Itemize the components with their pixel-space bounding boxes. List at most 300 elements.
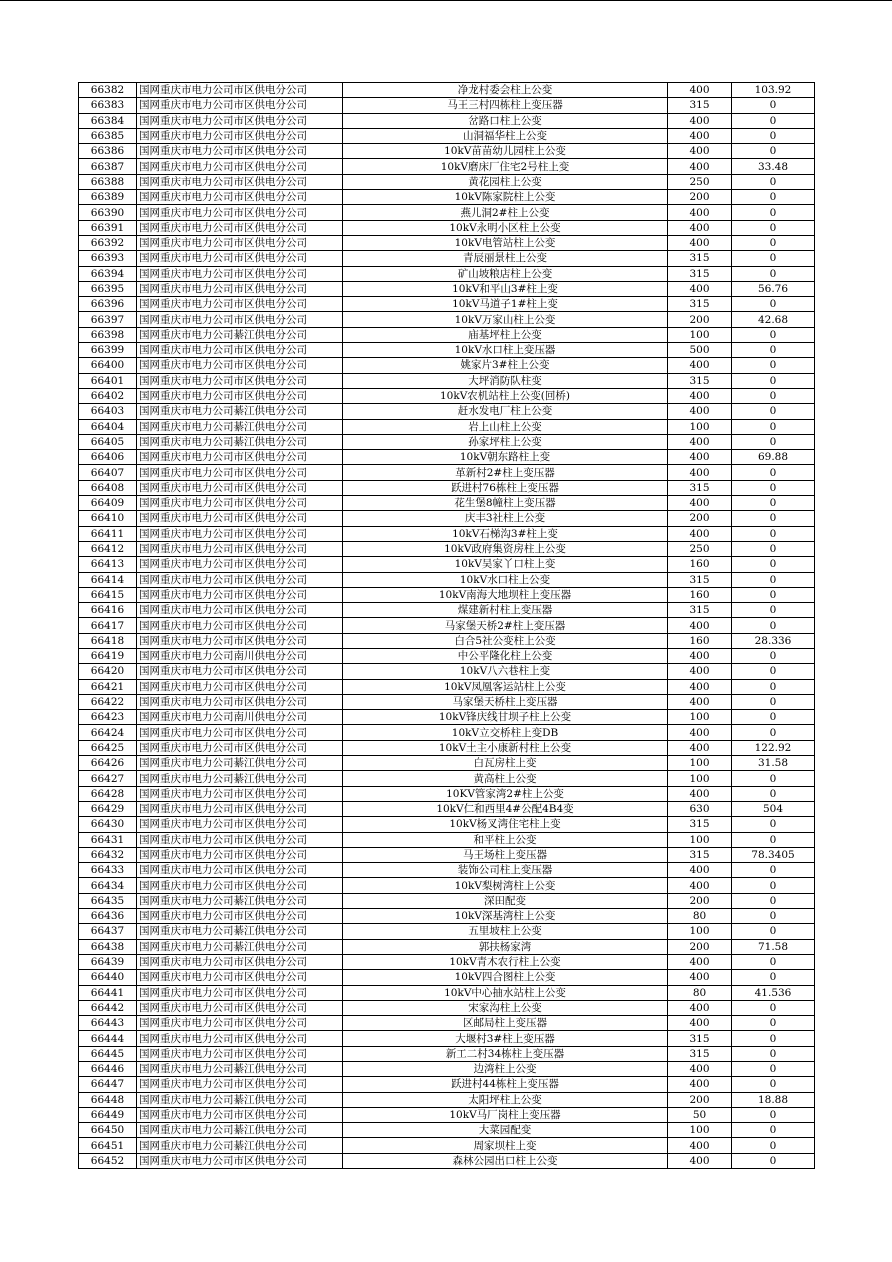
unit-cell: 国网重庆市电力公司綦江供电分公司 (137, 1062, 343, 1077)
value-cell: 0 (732, 970, 815, 985)
table-row (79, 801, 815, 816)
name-cell: 森林公园出口柱上公变 (343, 1153, 668, 1168)
capacity-cell: 400 (668, 450, 732, 465)
value-cell: 0 (732, 128, 815, 143)
value-cell: 0 (732, 144, 815, 159)
id-cell: 66436 (79, 909, 137, 924)
table-row (79, 970, 815, 985)
value-cell: 0 (732, 1000, 815, 1015)
unit-cell: 国网重庆市电力公司市区供电分公司 (137, 1077, 343, 1092)
id-cell: 66395 (79, 281, 137, 296)
capacity-cell: 400 (668, 465, 732, 480)
unit-cell: 国网重庆市电力公司市区供电分公司 (137, 98, 343, 113)
table-row (79, 694, 815, 709)
table-row (79, 113, 815, 128)
name-cell: 新工二村34栋柱上变压器 (343, 1046, 668, 1061)
value-cell: 103.92 (732, 83, 815, 98)
id-cell: 66432 (79, 847, 137, 862)
value-cell: 0 (732, 1153, 815, 1168)
name-cell: 黄高柱上公变 (343, 771, 668, 786)
name-cell: 黄花园柱上公变 (343, 174, 668, 189)
table-row (79, 603, 815, 618)
unit-cell: 国网重庆市电力公司市区供电分公司 (137, 1153, 343, 1168)
value-cell: 0 (732, 1046, 815, 1061)
id-cell: 66427 (79, 771, 137, 786)
name-cell: 10kV石梯沟3#柱上变 (343, 526, 668, 541)
name-cell: 花生堡8幢柱上变压器 (343, 496, 668, 511)
id-cell: 66438 (79, 939, 137, 954)
capacity-cell: 315 (668, 572, 732, 587)
capacity-cell: 315 (668, 266, 732, 281)
name-cell: 矿山坡粮店柱上公变 (343, 266, 668, 281)
unit-cell: 国网重庆市电力公司市区供电分公司 (137, 297, 343, 312)
unit-cell: 国网重庆市电力公司綦江供电分公司 (137, 939, 343, 954)
value-cell: 0 (732, 465, 815, 480)
unit-cell: 国网重庆市电力公司市区供电分公司 (137, 817, 343, 832)
value-cell: 0 (732, 98, 815, 113)
table-row (79, 511, 815, 526)
table-row (79, 878, 815, 893)
id-cell: 66430 (79, 817, 137, 832)
id-cell: 66390 (79, 205, 137, 220)
name-cell: 宋家沟柱上公变 (343, 1000, 668, 1015)
unit-cell: 国网重庆市电力公司市区供电分公司 (137, 1031, 343, 1046)
id-cell: 66433 (79, 863, 137, 878)
id-cell: 66415 (79, 587, 137, 602)
name-cell: 赶水发电厂柱上公变 (343, 404, 668, 419)
value-cell: 0 (732, 664, 815, 679)
capacity-cell: 315 (668, 817, 732, 832)
capacity-cell: 400 (668, 1016, 732, 1031)
capacity-cell: 100 (668, 924, 732, 939)
id-cell: 66447 (79, 1077, 137, 1092)
table-row (79, 1138, 815, 1153)
unit-cell: 国网重庆市电力公司市区供电分公司 (137, 740, 343, 755)
table-row (79, 710, 815, 725)
name-cell: 白合5社公变柱上公变 (343, 633, 668, 648)
capacity-cell: 315 (668, 847, 732, 862)
name-cell: 马家堡天桥柱上变压器 (343, 694, 668, 709)
name-cell: 10kV万家山柱上公变 (343, 312, 668, 327)
value-cell: 0 (732, 710, 815, 725)
id-cell: 66417 (79, 618, 137, 633)
id-cell: 66408 (79, 480, 137, 495)
id-cell: 66416 (79, 603, 137, 618)
unit-cell: 国网重庆市电力公司市区供电分公司 (137, 465, 343, 480)
capacity-cell: 100 (668, 832, 732, 847)
capacity-cell: 400 (668, 1138, 732, 1153)
unit-cell: 国网重庆市电力公司市区供电分公司 (137, 664, 343, 679)
table-row (79, 939, 815, 954)
id-cell: 66399 (79, 343, 137, 358)
id-cell: 66398 (79, 327, 137, 342)
unit-cell: 国网重庆市电力公司綦江供电分公司 (137, 1092, 343, 1107)
unit-cell: 国网重庆市电力公司市区供电分公司 (137, 557, 343, 572)
value-cell: 0 (732, 1077, 815, 1092)
name-cell: 姚家片3#柱上公变 (343, 358, 668, 373)
capacity-cell: 315 (668, 98, 732, 113)
capacity-cell: 200 (668, 190, 732, 205)
id-cell: 66396 (79, 297, 137, 312)
unit-cell: 国网重庆市电力公司綦江供电分公司 (137, 756, 343, 771)
name-cell: 五里坡柱上公变 (343, 924, 668, 939)
capacity-cell: 100 (668, 710, 732, 725)
value-cell: 0 (732, 174, 815, 189)
capacity-cell: 315 (668, 251, 732, 266)
name-cell: 10kV政府集资房柱上公变 (343, 541, 668, 556)
table-row (79, 251, 815, 266)
id-cell: 66421 (79, 679, 137, 694)
name-cell: 10kV土主小康新村柱上公变 (343, 740, 668, 755)
table-row (79, 557, 815, 572)
id-cell: 66434 (79, 878, 137, 893)
table-row (79, 1107, 815, 1122)
unit-cell: 国网重庆市电力公司市区供电分公司 (137, 205, 343, 220)
unit-cell: 国网重庆市电力公司綦江供电分公司 (137, 434, 343, 449)
unit-cell: 国网重庆市电力公司市区供电分公司 (137, 786, 343, 801)
id-cell: 66451 (79, 1138, 137, 1153)
unit-cell: 国网重庆市电力公司市区供电分公司 (137, 511, 343, 526)
id-cell: 66444 (79, 1031, 137, 1046)
name-cell: 孙家坪柱上公变 (343, 434, 668, 449)
name-cell: 10KV管家湾2#柱上公变 (343, 786, 668, 801)
table-row (79, 388, 815, 403)
name-cell: 10kV和平山3#柱上变 (343, 281, 668, 296)
id-cell: 66452 (79, 1153, 137, 1168)
id-cell: 66439 (79, 954, 137, 969)
name-cell: 山洞福华柱上公变 (343, 128, 668, 143)
value-cell: 0 (732, 572, 815, 587)
name-cell: 10kV电管站柱上公变 (343, 235, 668, 250)
unit-cell: 国网重庆市电力公司市区供电分公司 (137, 1000, 343, 1015)
name-cell: 岩上山柱上公变 (343, 419, 668, 434)
capacity-cell: 500 (668, 343, 732, 358)
data-table-container (78, 82, 814, 1169)
capacity-cell: 200 (668, 511, 732, 526)
unit-cell: 国网重庆市电力公司綦江供电分公司 (137, 419, 343, 434)
unit-cell: 国网重庆市电力公司綦江供电分公司 (137, 327, 343, 342)
name-cell: 10kV吴家丫口柱上变 (343, 557, 668, 572)
value-cell: 41.536 (732, 985, 815, 1000)
name-cell: 和平柱上公变 (343, 832, 668, 847)
name-cell: 太阳坪柱上公变 (343, 1092, 668, 1107)
id-cell: 66441 (79, 985, 137, 1000)
value-cell: 0 (732, 1107, 815, 1122)
value-cell: 78.3405 (732, 847, 815, 862)
id-cell: 66435 (79, 893, 137, 908)
name-cell: 10kV杨叉湾住宅柱上变 (343, 817, 668, 832)
unit-cell: 国网重庆市电力公司市区供电分公司 (137, 1016, 343, 1031)
unit-cell: 国网重庆市电力公司市区供电分公司 (137, 694, 343, 709)
table-row (79, 1016, 815, 1031)
unit-cell: 国网重庆市电力公司市区供电分公司 (137, 633, 343, 648)
value-cell: 0 (732, 893, 815, 908)
value-cell: 0 (732, 388, 815, 403)
id-cell: 66428 (79, 786, 137, 801)
capacity-cell: 200 (668, 893, 732, 908)
table-row (79, 358, 815, 373)
unit-cell: 国网重庆市电力公司市区供电分公司 (137, 281, 343, 296)
id-cell: 66448 (79, 1092, 137, 1107)
unit-cell: 国网重庆市电力公司綦江供电分公司 (137, 404, 343, 419)
unit-cell: 国网重庆市电力公司市区供电分公司 (137, 144, 343, 159)
id-cell: 66401 (79, 373, 137, 388)
capacity-cell: 80 (668, 985, 732, 1000)
capacity-cell: 315 (668, 1046, 732, 1061)
table-row (79, 587, 815, 602)
name-cell: 10kV仁和西里4#公配4B4变 (343, 801, 668, 816)
unit-cell: 国网重庆市电力公司市区供电分公司 (137, 679, 343, 694)
name-cell: 10kV凤凰客运站柱上公变 (343, 679, 668, 694)
capacity-cell: 400 (668, 220, 732, 235)
unit-cell: 国网重庆市电力公司市区供电分公司 (137, 388, 343, 403)
table-row (79, 343, 815, 358)
page-top-rule (0, 0, 892, 1)
capacity-cell: 400 (668, 1077, 732, 1092)
value-cell: 0 (732, 190, 815, 205)
value-cell: 0 (732, 557, 815, 572)
name-cell: 马王三村四栋柱上变压器 (343, 98, 668, 113)
id-cell: 66383 (79, 98, 137, 113)
table-row (79, 893, 815, 908)
value-cell: 0 (732, 251, 815, 266)
value-cell: 0 (732, 373, 815, 388)
capacity-cell: 200 (668, 1092, 732, 1107)
unit-cell: 国网重庆市电力公司市区供电分公司 (137, 83, 343, 98)
unit-cell: 国网重庆市电力公司市区供电分公司 (137, 863, 343, 878)
name-cell: 10kV南海大地坝柱上变压器 (343, 587, 668, 602)
value-cell: 0 (732, 266, 815, 281)
name-cell: 10kV四合图柱上公变 (343, 970, 668, 985)
name-cell: 庙基坪柱上公变 (343, 327, 668, 342)
unit-cell: 国网重庆市电力公司市区供电分公司 (137, 587, 343, 602)
table-row (79, 312, 815, 327)
id-cell: 66385 (79, 128, 137, 143)
value-cell: 71.58 (732, 939, 815, 954)
table-row (79, 541, 815, 556)
table-row (79, 1153, 815, 1168)
name-cell: 青辰丽景柱上公变 (343, 251, 668, 266)
id-cell: 66418 (79, 633, 137, 648)
name-cell: 跃进村44栋柱上变压器 (343, 1077, 668, 1092)
value-cell: 0 (732, 648, 815, 663)
capacity-cell: 400 (668, 970, 732, 985)
value-cell: 504 (732, 801, 815, 816)
capacity-cell: 200 (668, 939, 732, 954)
value-cell: 0 (732, 786, 815, 801)
id-cell: 66404 (79, 419, 137, 434)
value-cell: 0 (732, 725, 815, 740)
unit-cell: 国网重庆市电力公司綦江供电分公司 (137, 771, 343, 786)
table-row (79, 664, 815, 679)
value-cell: 0 (732, 618, 815, 633)
value-cell: 0 (732, 113, 815, 128)
value-cell: 0 (732, 511, 815, 526)
table-row (79, 144, 815, 159)
unit-cell: 国网重庆市电力公司市区供电分公司 (137, 266, 343, 281)
unit-cell: 国网重庆市电力公司市区供电分公司 (137, 1046, 343, 1061)
table-row (79, 434, 815, 449)
id-cell: 66425 (79, 740, 137, 755)
table-row (79, 235, 815, 250)
name-cell: 10kV朝东路柱上变 (343, 450, 668, 465)
unit-cell: 国网重庆市电力公司市区供电分公司 (137, 450, 343, 465)
unit-cell: 国网重庆市电力公司市区供电分公司 (137, 373, 343, 388)
table-row (79, 190, 815, 205)
table-row (79, 480, 815, 495)
capacity-cell: 400 (668, 388, 732, 403)
table-row (79, 740, 815, 755)
table-row (79, 128, 815, 143)
name-cell: 边湾柱上公变 (343, 1062, 668, 1077)
id-cell: 66442 (79, 1000, 137, 1015)
value-cell: 0 (732, 434, 815, 449)
name-cell: 大堰村3#柱上变压器 (343, 1031, 668, 1046)
table-row (79, 327, 815, 342)
unit-cell: 国网重庆市电力公司市区供电分公司 (137, 603, 343, 618)
id-cell: 66426 (79, 756, 137, 771)
unit-cell: 国网重庆市电力公司市区供电分公司 (137, 343, 343, 358)
value-cell: 0 (732, 404, 815, 419)
unit-cell: 国网重庆市电力公司市区供电分公司 (137, 985, 343, 1000)
table-row (79, 1000, 815, 1015)
id-cell: 66443 (79, 1016, 137, 1031)
value-cell: 18.88 (732, 1092, 815, 1107)
name-cell: 10kV磨床厂住宅2号柱上变 (343, 159, 668, 174)
capacity-cell: 400 (668, 113, 732, 128)
value-cell: 0 (732, 771, 815, 786)
name-cell: 庆丰3社柱上公变 (343, 511, 668, 526)
name-cell: 跃进村76栋柱上变压器 (343, 480, 668, 495)
unit-cell: 国网重庆市电力公司市区供电分公司 (137, 220, 343, 235)
name-cell: 中公平隆化柱上公变 (343, 648, 668, 663)
table-row (79, 832, 815, 847)
capacity-cell: 400 (668, 725, 732, 740)
id-cell: 66402 (79, 388, 137, 403)
capacity-cell: 160 (668, 557, 732, 572)
unit-cell: 国网重庆市电力公司市区供电分公司 (137, 113, 343, 128)
id-cell: 66403 (79, 404, 137, 419)
unit-cell: 国网重庆市电力公司市区供电分公司 (137, 541, 343, 556)
id-cell: 66422 (79, 694, 137, 709)
id-cell: 66382 (79, 83, 137, 98)
id-cell: 66420 (79, 664, 137, 679)
capacity-cell: 400 (668, 159, 732, 174)
table-row (79, 618, 815, 633)
unit-cell: 国网重庆市电力公司市区供电分公司 (137, 496, 343, 511)
table-row (79, 220, 815, 235)
capacity-cell: 400 (668, 526, 732, 541)
id-cell: 66445 (79, 1046, 137, 1061)
capacity-cell: 400 (668, 358, 732, 373)
value-cell: 69.88 (732, 450, 815, 465)
value-cell: 0 (732, 480, 815, 495)
id-cell: 66406 (79, 450, 137, 465)
table-row (79, 281, 815, 296)
value-cell: 0 (732, 526, 815, 541)
value-cell: 0 (732, 327, 815, 342)
table-body (79, 83, 815, 1169)
name-cell: 大菜园配变 (343, 1123, 668, 1138)
id-cell: 66393 (79, 251, 137, 266)
value-cell: 0 (732, 358, 815, 373)
table-row (79, 450, 815, 465)
name-cell: 装饰公司柱上变压器 (343, 863, 668, 878)
value-cell: 0 (732, 863, 815, 878)
capacity-cell: 400 (668, 664, 732, 679)
name-cell: 10kV青木农行柱上公变 (343, 954, 668, 969)
capacity-cell: 400 (668, 1000, 732, 1015)
capacity-cell: 315 (668, 297, 732, 312)
capacity-cell: 400 (668, 648, 732, 663)
name-cell: 岔路口柱上公变 (343, 113, 668, 128)
name-cell: 10kV中心抽水站柱上公变 (343, 985, 668, 1000)
capacity-cell: 400 (668, 694, 732, 709)
name-cell: 10kV梨树湾柱上公变 (343, 878, 668, 893)
unit-cell: 国网重庆市电力公司綦江供电分公司 (137, 1123, 343, 1138)
value-cell: 42.68 (732, 312, 815, 327)
table-row (79, 266, 815, 281)
capacity-cell: 400 (668, 235, 732, 250)
capacity-cell: 315 (668, 373, 732, 388)
id-cell: 66414 (79, 572, 137, 587)
capacity-cell: 100 (668, 419, 732, 434)
name-cell: 革新村2#柱上变压器 (343, 465, 668, 480)
name-cell: 煤建新村柱上变压器 (343, 603, 668, 618)
unit-cell: 国网重庆市电力公司市区供电分公司 (137, 174, 343, 189)
value-cell: 0 (732, 1031, 815, 1046)
name-cell: 区邮局柱上变压器 (343, 1016, 668, 1031)
table-row (79, 863, 815, 878)
unit-cell: 国网重庆市电力公司綦江供电分公司 (137, 893, 343, 908)
value-cell: 0 (732, 220, 815, 235)
unit-cell: 国网重庆市电力公司市区供电分公司 (137, 1107, 343, 1122)
id-cell: 66437 (79, 924, 137, 939)
table-row (79, 205, 815, 220)
value-cell: 33.48 (732, 159, 815, 174)
capacity-cell: 100 (668, 1123, 732, 1138)
unit-cell: 国网重庆市电力公司綦江供电分公司 (137, 1138, 343, 1153)
capacity-cell: 400 (668, 863, 732, 878)
id-cell: 66400 (79, 358, 137, 373)
capacity-cell: 400 (668, 205, 732, 220)
unit-cell: 国网重庆市电力公司市区供电分公司 (137, 358, 343, 373)
value-cell: 0 (732, 343, 815, 358)
table-row (79, 1046, 815, 1061)
capacity-cell: 100 (668, 756, 732, 771)
value-cell: 0 (732, 954, 815, 969)
id-cell: 66446 (79, 1062, 137, 1077)
id-cell: 66409 (79, 496, 137, 511)
value-cell: 0 (732, 832, 815, 847)
value-cell: 0 (732, 679, 815, 694)
capacity-cell: 400 (668, 740, 732, 755)
capacity-cell: 200 (668, 312, 732, 327)
id-cell: 66412 (79, 541, 137, 556)
value-cell: 0 (732, 1138, 815, 1153)
unit-cell: 国网重庆市电力公司綦江供电分公司 (137, 924, 343, 939)
table-row (79, 496, 815, 511)
id-cell: 66410 (79, 511, 137, 526)
table-row (79, 1092, 815, 1107)
id-cell: 66387 (79, 159, 137, 174)
value-cell: 0 (732, 1123, 815, 1138)
table-row (79, 1077, 815, 1092)
capacity-cell: 400 (668, 128, 732, 143)
id-cell: 66405 (79, 434, 137, 449)
id-cell: 66384 (79, 113, 137, 128)
unit-cell: 国网重庆市电力公司市区供电分公司 (137, 847, 343, 862)
